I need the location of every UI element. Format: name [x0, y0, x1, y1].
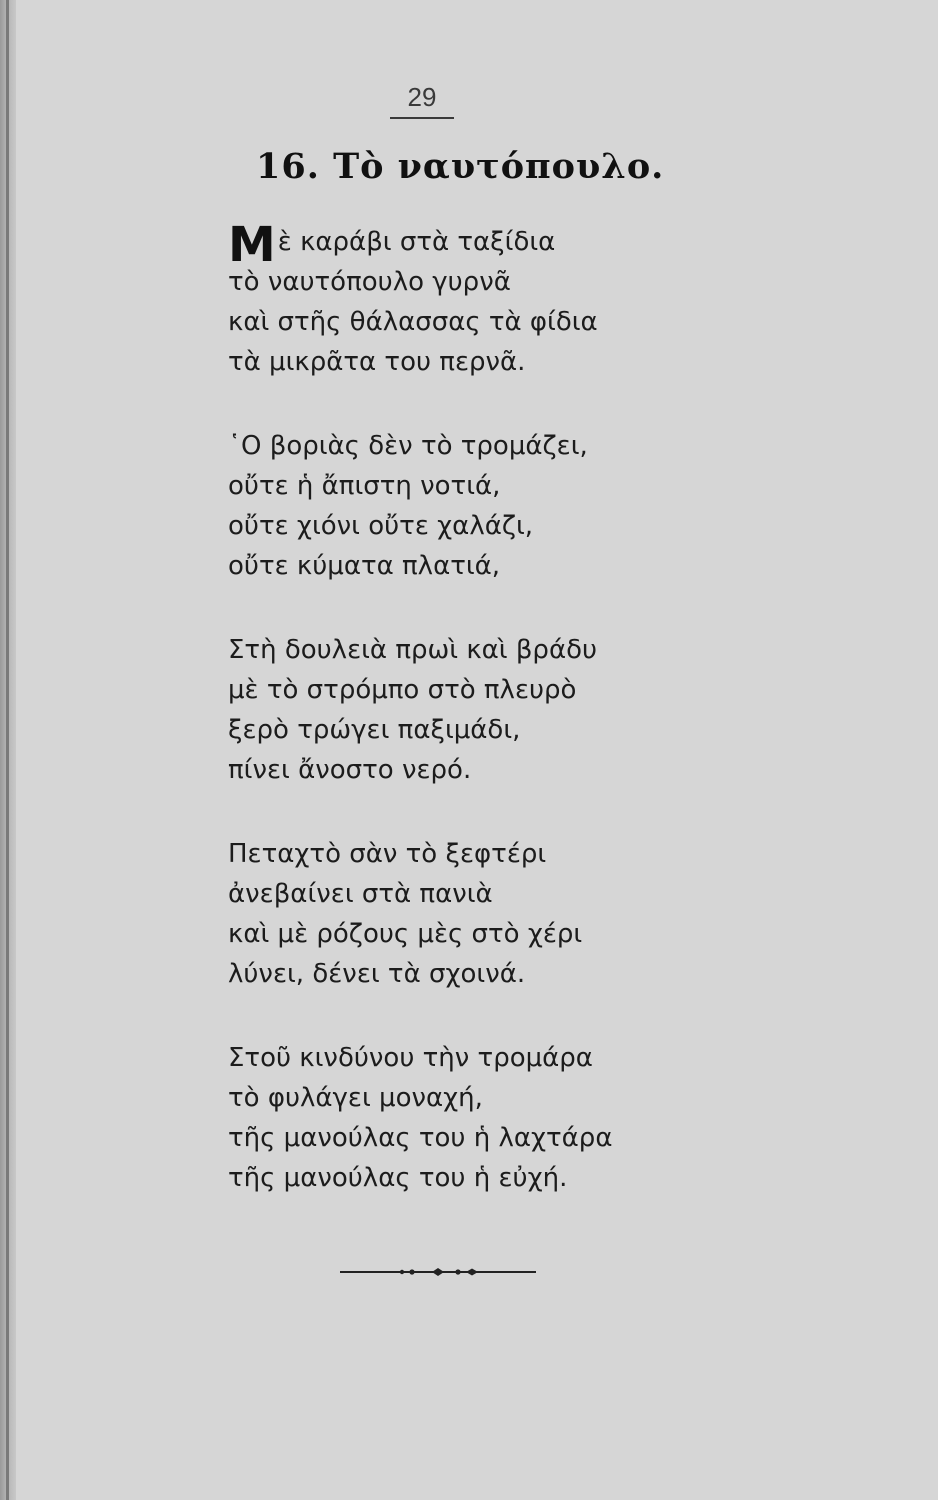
- stanza-gap: [228, 790, 788, 834]
- stanza-2: [228, 426, 788, 586]
- book-spine-edge: [6, 0, 9, 1500]
- poem-line: λύνει, δένει τὰ σχοινά.: [228, 959, 526, 989]
- poem-body: [228, 217, 788, 1198]
- poem-line: Πεταχτὸ σὰν τὸ ξεφτέρι: [228, 839, 547, 869]
- poem-line: ῾Ο βοριὰς δὲν τὸ τρομάζει,: [228, 431, 588, 461]
- poem-line: μὲ τὸ στρόμπο στὸ πλευρὸ: [228, 675, 577, 705]
- poem-line: ἀνεβαίνει στὰ πανιὰ: [228, 879, 493, 909]
- stanza-gap: [228, 586, 788, 630]
- end-ornament-rule: [340, 1262, 536, 1282]
- poem-line: τῆς μανούλας του ἡ εὐχή.: [228, 1163, 568, 1193]
- poem-line: Στοῦ κινδύνου τὴν τρομάρα: [228, 1043, 593, 1073]
- poem-line: καὶ στῆς θάλασσας τὰ φίδια: [228, 307, 598, 337]
- first-line-text: ὲ καράβι στὰ ταξίδια: [277, 227, 556, 257]
- poem-line: Στὴ δουλειὰ πρωὶ καὶ βράδυ: [228, 635, 598, 665]
- poem-line: οὔτε χιόνι οὔτε χαλάζι,: [228, 511, 534, 541]
- stanza-3: [228, 630, 788, 790]
- drop-cap: Μ: [228, 217, 276, 273]
- page-number: 29: [390, 82, 454, 119]
- poem-line: οὔτε κύματα πλατιά,: [228, 551, 501, 581]
- poem-line: τὸ φυλάγει μοναχή,: [228, 1083, 483, 1113]
- stanza-1: [228, 217, 788, 382]
- poem-line: τῆς μανούλας του ἡ λαχτάρα: [228, 1123, 613, 1153]
- poem-line: καὶ μὲ ρόζους μὲς στὸ χέρι: [228, 919, 583, 949]
- poem-line: τὰ μικρᾶτα του περνᾶ.: [228, 347, 526, 377]
- poem-line: τὸ ναυτόπουλο γυρνᾶ: [228, 267, 511, 297]
- poem-line: πίνει ἄνοστο νερό.: [228, 755, 472, 785]
- stanza-5: [228, 1038, 788, 1198]
- poem-line: [228, 217, 788, 273]
- stanza-gap: [228, 994, 788, 1038]
- poem-line: ξερὸ τρώγει παξιμάδι,: [228, 715, 521, 745]
- poem-line: οὔτε ἡ ἄπιστη νοτιά,: [228, 471, 501, 501]
- stanza-4: [228, 834, 788, 994]
- poem-title: 16. Τὸ ναυτόπουλο.: [256, 146, 665, 187]
- stanza-gap: [228, 382, 788, 426]
